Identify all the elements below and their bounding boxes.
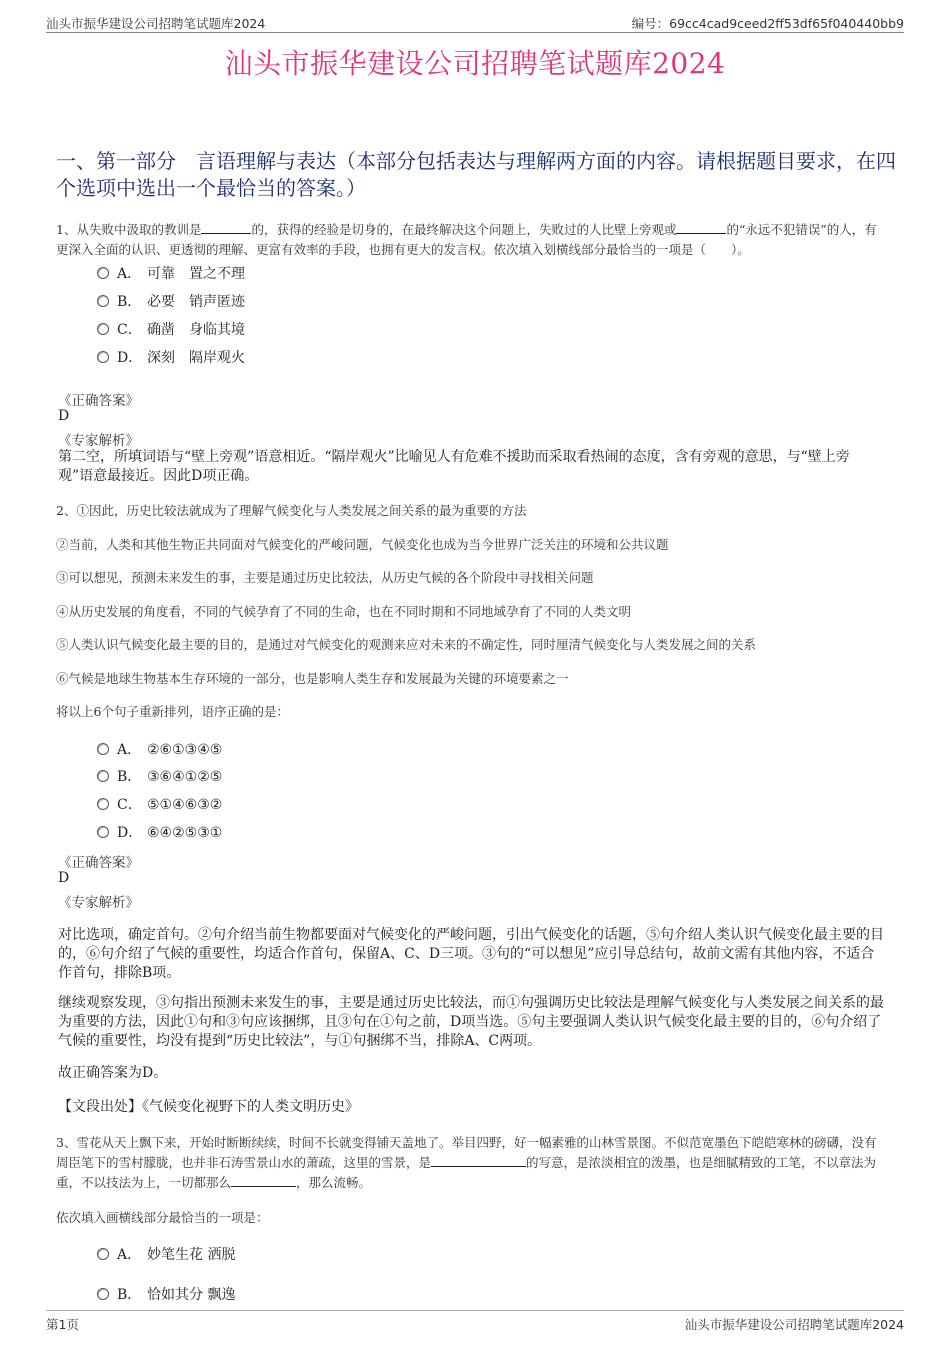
header-doc-id: 编号：69cc4cad9ceed2ff53df65f040440bb9 <box>631 16 904 31</box>
q1-option-b[interactable] <box>97 291 245 311</box>
fill-blank <box>676 220 726 234</box>
q2-option-a[interactable] <box>97 739 222 759</box>
option-text: ②⑥①③④⑤ <box>147 742 223 758</box>
radio-button-icon[interactable] <box>97 826 109 838</box>
option-letter: A． <box>117 1247 142 1263</box>
option-letter: C． <box>117 322 142 338</box>
option-letter: B． <box>117 769 142 785</box>
q2-source: 【文段出处】《气候变化视野下的人类文明历史》 <box>58 1099 359 1115</box>
question-3-stem <box>56 1133 886 1193</box>
q3-stem-part-a: 3、雪花从天上飘下来，开始时断断续续，时间不长就变得铺天盖地了。举目四野，好一幅素雅的山林雪景图。不似范宽墨色下皑皑寒林的磅礴，没有周臣笔下的雪村朦胧，也并非石涛雪景山水的萧疏，这里的雪景，是 <box>56 1135 877 1170</box>
fill-blank <box>201 220 251 234</box>
radio-button-icon[interactable] <box>97 743 109 755</box>
q2-answer: D <box>58 870 70 886</box>
question-1-stem <box>56 220 886 260</box>
q1-option-d[interactable] <box>97 347 245 367</box>
option-letter: A． <box>117 742 142 758</box>
radio-button-icon[interactable] <box>97 1248 109 1260</box>
option-text: 妙笔生花 洒脱 <box>147 1247 236 1263</box>
q2-analysis-paragraph-2: 继续观察发现，③句指出预测未来发生的事，主要是通过历史比较法，而①句强调历史比较法是理解气候变化与人类发展之间关系的最为重要的方法，因此①句和③句应该捆绑，且③句在①句之前，D项当选。⑤句主要强调人类认识气候变化最主要的目的，⑥句介绍了气候的重要性，均没有提到“历史比较法”，与①句捆绑不当，排除A、C两项。 <box>58 995 884 1049</box>
q1-answer: D <box>58 408 70 424</box>
option-letter: D． <box>117 825 143 841</box>
q2-option-d[interactable] <box>97 822 222 842</box>
radio-button-icon[interactable] <box>97 770 109 782</box>
q2-sentence-5: ⑤人类认识气候变化最主要的目的，是通过对气候变化的观测来应对未来的不确定性，同时厘清气候变化与人类发展之间的关系 <box>56 637 757 652</box>
option-text: ⑥④②⑤③① <box>147 825 223 841</box>
option-letter: B． <box>117 294 142 310</box>
q2-prompt: 将以上6个句子重新排列，语序正确的是： <box>56 704 289 719</box>
page-header <box>46 12 904 33</box>
q1-analysis: 第二空，所填词语与“壁上旁观”语意相近。“隔岸观火”比喻见人有危难不援助而采取看热闹的态度，含有旁观的意思，与“壁上旁观”语意最接近。因此D项正确。 <box>58 449 850 484</box>
section-heading: 一、第一部分 言语理解与表达（本部分包括表达与理解两方面的内容。请根据题目要求，在四个选项中选出一个最恰当的答案。） <box>56 149 896 200</box>
document-title: 汕头市振华建设公司招聘笔试题库2024 <box>224 47 726 80</box>
option-text: 可靠 置之不理 <box>147 266 245 282</box>
radio-button-icon[interactable] <box>97 295 109 307</box>
q2-option-c[interactable] <box>97 794 222 814</box>
q1-stem-part-a: 1、从失败中汲取的教训是 <box>56 222 202 237</box>
q1-stem-part-b: 的，获得的经验是切身的，在最终解决这个问题上，失败过的人比壁上旁观或 <box>251 222 677 237</box>
page-footer <box>46 1310 904 1332</box>
q2-analysis-label: 《专家解析》 <box>58 895 139 911</box>
q1-answer-label: 《正确答案》 <box>58 393 139 409</box>
q2-sentence-2: ②当前，人类和其他生物正共同面对气候变化的严峻问题，气候变化也成为当今世界广泛关注的环境和公共议题 <box>56 537 669 552</box>
q2-sentence-6: ⑥气候是地球生物基本生存环境的一部分，也是影响人类生存和发展最为关键的环境要素之一 <box>56 671 569 686</box>
q2-sentence-4: ④从历史发展的角度看，不同的气候孕育了不同的生命，也在不同时期和不同地域孕育了不同的人类文明 <box>56 604 632 619</box>
q2-sentence-3: ③可以想见，预测未来发生的事，主要是通过历史比较法，从历史气候的各个阶段中寻找相关问题 <box>56 570 594 585</box>
option-text: 恰如其分 飘逸 <box>147 1287 236 1303</box>
radio-button-icon[interactable] <box>97 798 109 810</box>
q2-answer-label: 《正确答案》 <box>58 855 139 871</box>
q2-analysis-paragraph-1: 对比选项，确定首句。②句介绍当前生物都要面对气候变化的严峻问题，引出气候变化的话题，⑤句介绍人类认识气候变化最主要的目的，⑥句介绍了气候的重要性，均适合作首句，保留A、C、D三项。③句的“可以想见”应引导总结句，故前文需有其他内容，不适合作首句，排除B项。 <box>58 927 884 981</box>
fill-blank <box>231 1173 296 1187</box>
footer-doc-title: 汕头市振华建设公司招聘笔试题库2024 <box>684 1317 904 1332</box>
radio-button-icon[interactable] <box>97 267 109 279</box>
page-number: 第1页 <box>46 1317 79 1332</box>
option-text: 确凿 身临其境 <box>147 322 245 338</box>
radio-button-icon[interactable] <box>97 351 109 363</box>
option-letter: B． <box>117 1287 142 1303</box>
option-letter: D． <box>117 350 143 366</box>
q2-sentence-1: 2、①因此，历史比较法就成为了理解气候变化与人类发展之间关系的最为重要的方法 <box>56 503 527 518</box>
option-text: 深刻 隔岸观火 <box>147 350 245 366</box>
q3-stem-part-c: ，那么流畅。 <box>296 1175 372 1190</box>
radio-button-icon[interactable] <box>97 323 109 335</box>
option-text: ⑤①④⑥③② <box>147 797 223 813</box>
option-letter: A． <box>117 266 142 282</box>
q2-analysis-conclusion: 故正确答案为D。 <box>58 1065 168 1081</box>
option-text: ③⑥④①②⑤ <box>147 769 223 785</box>
fill-blank <box>431 1153 526 1167</box>
q3-stem-part-b: 的写意，是浓淡相宜的泼墨，也是细腻精致的工笔，不以章法为重，不以技法为上，一切都那么 <box>56 1155 877 1190</box>
option-text: 必要 销声匿迹 <box>147 294 245 310</box>
q1-option-a[interactable] <box>97 263 245 283</box>
option-letter: C． <box>117 797 142 813</box>
header-doc-title: 汕头市振华建设公司招聘笔试题库2024 <box>46 16 266 31</box>
q3-prompt: 依次填入画横线部分最恰当的一项是： <box>56 1210 269 1225</box>
q1-analysis-label: 《专家解析》 <box>58 433 139 449</box>
q1-option-c[interactable] <box>97 319 245 339</box>
q1-stem-part-c: 的“永远不犯错误”的人，有更深入全面的认识、更透彻的理解、更富有效率的手段，也拥有更大的发言权。依次填入划横线部分最恰当的一项是（ ）。 <box>56 222 877 257</box>
q3-option-a[interactable] <box>97 1244 235 1264</box>
q3-option-b[interactable] <box>97 1284 235 1304</box>
q2-option-b[interactable] <box>97 766 222 786</box>
radio-button-icon[interactable] <box>97 1288 109 1300</box>
